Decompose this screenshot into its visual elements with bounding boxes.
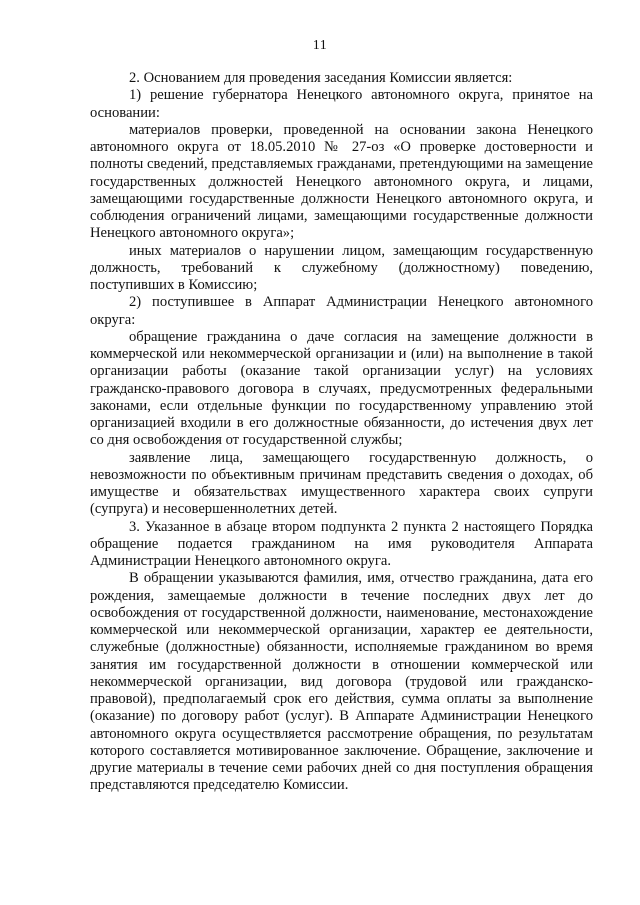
paragraph-section-3: 3. Указанное в абзаце втором подпункта 2 пункта 2 настоящего Порядка обращение подается гражданином на имя руководителя Аппарата Администрации Ненецкого автономного округа. bbox=[90, 518, 593, 569]
page-number: 11 bbox=[312, 38, 328, 53]
paragraph-item-2-received: 2) поступившее в Аппарат Администрации Ненецкого автономного округа: bbox=[90, 294, 593, 328]
paragraph-citizen-appeal: обращение гражданина о даче согласия на замещение должности в коммерческой или некоммерческой организации и (или) на выполнение в такой организации работы (оказание такой организации услуг) на условиях гражданско-правового договора в случаях, предусмотренных федеральными законами, если отдельные функции по государственному управлению этой организацией входили в его должностные обязанности, до истечения двух лет со дня освобождения от государственной службы; bbox=[90, 328, 593, 449]
paragraph-section-2-intro: 2. Основанием для проведения заседания Комиссии является: bbox=[129, 70, 513, 86]
paragraph-item-1-decision: 1) решение губернатора Ненецкого автономного округа, принятое на основании: bbox=[90, 87, 593, 121]
document-body bbox=[90, 70, 593, 795]
paragraph-inspection-materials: материалов проверки, проведенной на основании закона Ненецкого автономного округа от 18.05.2010 № 27-оз «О проверке достоверности и полноты сведений, представляемых гражданами, претендующими на замещение государственных должностей Ненецкого автономного округа, и лицами, замещающими государственные должности Ненецкого автономного округа, и соблюдения ограничений лицами, замещающими государственные должности Ненецкого автономного округа»; bbox=[90, 121, 593, 242]
paragraph-appeal-contents: В обращении указываются фамилия, имя, отчество гражданина, дата его рождения, замещаемые должности в течение последних двух лет до освобождения от государственной должности, наименование, местонахождение коммерческой или некоммерческой организации, характер ее деятельности, служебные (должностные) обязанности, исполняемые гражданином во время занятия им государственной должности в отношении коммерческой или некоммерческой организации, вид договора (трудовой или гражданско-правовой), предполагаемый срок его действия, сумма оплаты за выполнение (оказание) по договору работ (услуг). В Аппарате Администрации Ненецкого автономного округа осуществляется рассмотрение обращения, по результатам которого составляется мотивированное заключение. Обращение, заключение и другие материалы в течение семи рабочих дней со дня поступления обращения представляются председателю Комиссии. bbox=[90, 570, 593, 794]
paragraph-statement: заявление лица, замещающего государственную должность, о невозможности по объективным причинам представить сведения о доходах, об имуществе и обязательствах имущественного характера своих супруги (супруга) и несовершеннолетних детей. bbox=[90, 449, 593, 518]
paragraph-other-materials: иных материалов о нарушении лицом, замещающим государственную должность, требований к служебному (должностному) поведению, поступивших в Комиссию; bbox=[90, 242, 593, 293]
